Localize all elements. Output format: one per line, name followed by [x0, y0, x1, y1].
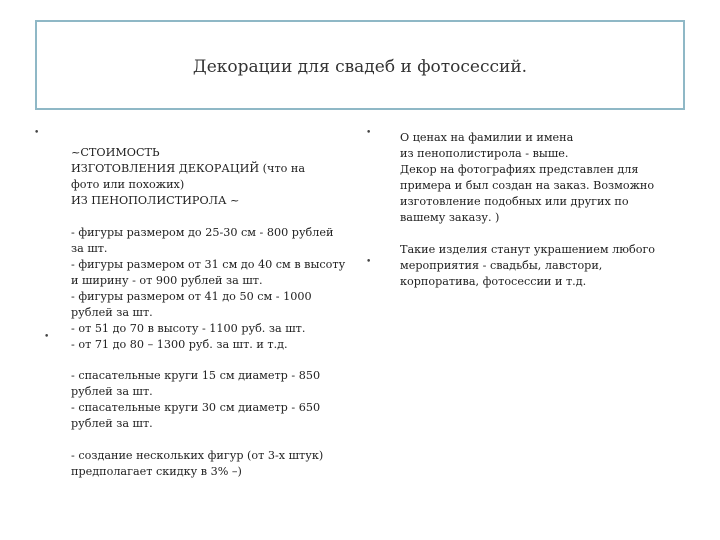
pricing-header: ~СТОИМОСТЬ ИЗГОТОВЛЕНИЯ ДЕКОРАЦИЙ (что на фото или похожих) ИЗ ПЕНОПОЛИСТИРОЛА ~	[71, 146, 306, 207]
usage-note: Такие изделия станут украшением любого мероприятия - свадьбы, лавстори, корпоратива, фотосессии и т.д.	[400, 243, 656, 288]
ring-prices: - спасательные круги 15 см диаметр - 850 рублей за шт. - спасательные круги 30 см диаметр - 650 рублей за шт.	[71, 369, 321, 430]
bullet-right-1: •	[366, 128, 372, 138]
prices-note: О ценах на фамилии и имена из пенополистирола - выше. Декор на фотографиях представлен для примера и был создан на заказ. Возможно изготовление подобных или других по вашему заказу. )	[400, 131, 655, 224]
bullet-left-1: •	[34, 128, 40, 138]
bullet-right-2: •	[366, 257, 372, 267]
right-column	[400, 130, 705, 290]
slide-title: Декорации для свадеб и фотосессий.	[192, 57, 528, 77]
left-column	[71, 145, 361, 480]
figure-prices: - фигуры размером до 25-30 см - 800 рублей за шт. - фигуры размером от 31 см до 40 см в высоту и ширину - от 900 рублей за шт. - фигуры размером от 41 до 50 см - 1000 рублей за шт. - от 51 до 70 в высоту - 1100 руб. за шт. - от 71 до 80 – 1300 руб. за шт. и т.д.	[71, 226, 346, 351]
title-box	[35, 20, 685, 110]
bullet-left-2: •	[44, 332, 50, 342]
discount-note: - создание нескольких фигур (от 3-х штук) предполагает скидку в 3% –)	[71, 449, 324, 478]
